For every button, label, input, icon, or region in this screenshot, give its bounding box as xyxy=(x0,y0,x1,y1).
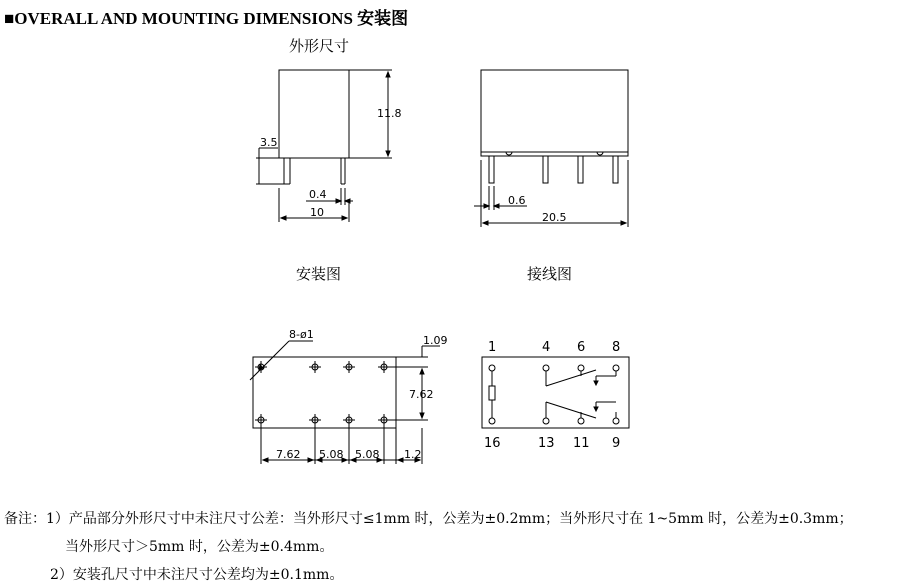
dim-offset-top: 1.09 xyxy=(423,334,448,347)
note-line-3: 2）安装孔尺寸中未注尺寸公差均为±0.1mm。 xyxy=(50,567,344,583)
caption-mounting: 安装图 xyxy=(296,265,342,283)
mounting-view xyxy=(250,341,440,464)
wiring-view xyxy=(482,357,629,428)
dim-length: 20.5 xyxy=(542,211,567,224)
front-pin-4 xyxy=(613,156,618,183)
coil-symbol xyxy=(489,386,495,400)
caption-wiring: 接线图 xyxy=(527,265,573,283)
dim-pitch-2: 5.08 xyxy=(319,448,344,461)
caption-outline: 外形尺寸 xyxy=(289,37,350,55)
dim-pin-width: 0.4 xyxy=(309,188,327,201)
side-view-body xyxy=(279,70,349,158)
note-line-1: 备注：1）产品部分外形尺寸中未注尺寸公差：当外形尺寸≤1mm 时，公差为±0.2mm；当外形尺寸在 1~5mm 时，公差为±0.3mm； xyxy=(4,511,853,527)
front-view xyxy=(474,70,628,227)
pin-label-11: 11 xyxy=(573,436,590,451)
pin-label-13: 13 xyxy=(538,436,555,451)
front-pin-2 xyxy=(543,156,548,183)
dim-holes: 8-ø1 xyxy=(289,328,314,341)
note-line-2: 当外形尺寸＞5mm 时，公差为±0.4mm。 xyxy=(65,539,334,555)
page-title: ■OVERALL AND MOUNTING DIMENSIONS 安装图 xyxy=(4,9,409,28)
dim-height: 11.8 xyxy=(377,107,402,120)
pin-label-6: 6 xyxy=(577,340,586,355)
front-pin-1 xyxy=(489,156,494,183)
front-view-body xyxy=(481,70,628,156)
dim-pitch-1: 7.62 xyxy=(276,448,301,461)
dim-row-spacing: 7.62 xyxy=(409,388,434,401)
dim-width: 10 xyxy=(310,206,324,219)
dim-pitch-3: 5.08 xyxy=(355,448,380,461)
pin-label-4: 4 xyxy=(542,340,551,355)
pin-label-9: 9 xyxy=(612,436,621,451)
dim-front-pin-width: 0.6 xyxy=(508,194,526,207)
dim-pin-length: 3.5 xyxy=(260,136,278,149)
mounting-holes xyxy=(255,361,390,426)
pin-label-8: 8 xyxy=(612,340,621,355)
pin-label-16: 16 xyxy=(484,436,501,451)
wiring-outline xyxy=(482,357,629,428)
front-pin-3 xyxy=(578,156,583,183)
pin-label-1: 1 xyxy=(488,340,497,355)
dim-end-offset: 1.2 xyxy=(404,448,422,461)
mounting-outline xyxy=(253,357,396,428)
